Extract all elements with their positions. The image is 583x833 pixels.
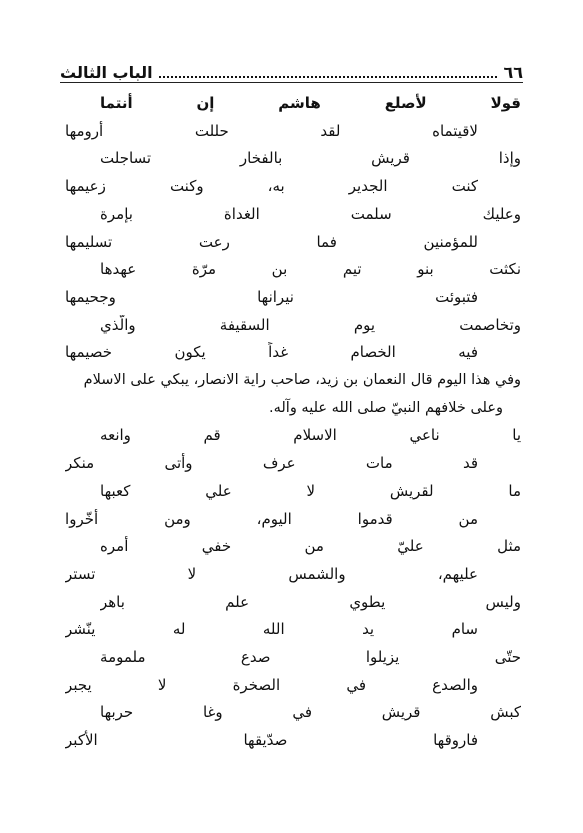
verse-word: خصيمها — [65, 343, 113, 362]
verse-word: قريش — [371, 149, 410, 168]
verse-word: كعبها — [100, 481, 131, 500]
verse-word: قم — [203, 426, 221, 445]
verse-word: فتبوئت — [435, 287, 478, 306]
verse-word: والشمس — [288, 564, 346, 583]
verse-word: حللت — [194, 121, 229, 140]
verse-word: عهدها — [100, 260, 137, 279]
page-number: ٦٦ — [503, 62, 523, 82]
verse-word: صدّيقها — [243, 731, 288, 750]
verse-word: منكر — [65, 454, 95, 473]
verse-word: وليس — [485, 592, 521, 611]
verse-word: من — [458, 509, 478, 528]
verse-line — [100, 204, 521, 224]
verse-word: بن — [271, 260, 288, 279]
verse-line — [65, 564, 478, 584]
verse-word: نكثت — [489, 260, 521, 279]
verse-word: ينّشر — [65, 620, 96, 639]
verse-line — [100, 536, 521, 556]
verse-word: كبش — [490, 703, 521, 722]
verse-word: صدع — [240, 648, 271, 666]
prose-line: وفي هذا اليوم قال النعمان بن زيد، صاحب راية الانصار، يبكي على الاسلام — [83, 372, 521, 388]
verse-word: قدموا — [357, 509, 393, 528]
verse-word: تيم — [342, 260, 362, 279]
verse-word: لا — [306, 481, 316, 500]
verse-word: وجحيمها — [65, 287, 116, 306]
verse-line — [65, 232, 478, 252]
verse-line — [65, 121, 478, 141]
verse-word: عليّ — [397, 537, 424, 556]
verse-word: مرّة — [191, 260, 217, 279]
verse-word: يجبر — [65, 675, 92, 694]
verse-line — [100, 148, 521, 168]
verse-word: تساجلت — [100, 149, 152, 168]
verse-word: نيرانها — [257, 287, 294, 306]
verse-line — [100, 481, 521, 501]
verse-word: يوم — [353, 315, 376, 334]
verse-word: حتّى — [494, 648, 521, 666]
verse-word: في — [346, 675, 367, 694]
verse-line — [100, 425, 521, 445]
verse-word: وأتى — [164, 454, 193, 473]
verse-word: ناعي — [409, 426, 440, 445]
header-rule — [60, 82, 523, 83]
verse-word: الاسلام — [293, 426, 337, 445]
verse-line — [65, 342, 478, 362]
verse-line — [100, 702, 521, 722]
verse-word: حربها — [100, 703, 134, 722]
verse-line — [65, 176, 478, 196]
verse-line — [100, 93, 521, 113]
verse-word: يزيلوا — [365, 648, 400, 666]
verse-word: فما — [316, 232, 337, 251]
verse-word: الغداة — [223, 204, 260, 223]
verse-word: لا — [187, 564, 197, 583]
verse-word: السقيفة — [219, 315, 270, 334]
verse-word: الخصام — [350, 343, 396, 362]
verse-line — [65, 675, 478, 695]
verse-line — [100, 315, 521, 335]
verse-word: عليهم، — [437, 564, 478, 583]
verse-line — [100, 592, 521, 612]
verse-word: يكون — [174, 343, 206, 362]
verse-word: لاقيتماه — [432, 121, 478, 140]
verse-word: والصدع — [432, 675, 478, 694]
verse-word: رعت — [198, 232, 230, 251]
verse-word: سام — [451, 620, 478, 639]
verse-word: بإمرة — [100, 204, 133, 223]
verse-word: تسليمها — [65, 232, 113, 251]
verse-word: لقد — [320, 121, 341, 140]
verse-line — [65, 453, 478, 473]
verse-word: أمره — [100, 537, 129, 556]
verse-word: لقريش — [389, 481, 434, 500]
verse-word: علي — [205, 481, 232, 500]
verse-word: سلمت — [350, 204, 392, 223]
verse-word: هاشم — [278, 94, 321, 112]
verse-word: أرومها — [65, 121, 104, 140]
verse-word: قولا — [490, 94, 521, 112]
verse-word: وتخاصمت — [459, 315, 521, 334]
verse-word: يا — [512, 426, 521, 445]
verse-word: كنت — [451, 177, 478, 196]
verse-word: يد — [362, 620, 375, 639]
verse-line — [100, 647, 521, 667]
verse-word: ملمومة — [100, 648, 146, 666]
verse-word: باهر — [100, 592, 125, 611]
verse-word: لأصلع — [384, 94, 427, 112]
verse-line — [65, 619, 478, 639]
verse-word: وانعه — [100, 426, 131, 445]
verse-word: الله — [262, 620, 285, 639]
verse-word: من — [304, 537, 324, 556]
verse-word: علم — [225, 592, 250, 611]
verse-line — [65, 730, 478, 750]
verse-line — [65, 287, 478, 307]
verse-word: بنو — [417, 260, 434, 279]
verse-word: وغا — [202, 703, 223, 722]
verse-word: ما — [508, 481, 521, 500]
verse-word: وكنت — [169, 177, 204, 196]
verse-word: في — [292, 703, 313, 722]
running-header — [60, 60, 523, 84]
verse-word: فاروقها — [433, 731, 478, 750]
verse-word: تستر — [65, 564, 96, 583]
verse-word: مات — [365, 454, 393, 473]
verse-word: اليوم، — [256, 509, 292, 528]
verse-word: إن — [196, 94, 215, 112]
verse-word: فيه — [458, 343, 478, 362]
verse-word: قريش — [381, 703, 421, 722]
verse-word: الأكبر — [65, 731, 98, 750]
verse-word: به، — [267, 177, 285, 196]
verse-word: الجدير — [348, 177, 388, 196]
verse-word: زعيمها — [65, 177, 106, 196]
verse-word: خفي — [201, 537, 232, 556]
chapter-title: الباب الثالث — [60, 62, 153, 82]
verse-line — [100, 259, 521, 279]
verse-word: وإذا — [498, 149, 521, 168]
verse-word: عرف — [262, 454, 296, 473]
verse-word: والّذي — [100, 315, 136, 334]
verse-line — [65, 509, 478, 529]
verse-word: له — [172, 620, 186, 639]
verse-word: أنتما — [100, 94, 133, 112]
prose-line: وعلى خلافهم النبيّ صلى الله عليه وآله. — [268, 399, 503, 416]
verse-word: وعليك — [482, 204, 521, 223]
verse-word: قد — [462, 454, 478, 473]
verse-word: للمؤمنين — [423, 232, 478, 251]
verse-word: ومن — [164, 509, 191, 528]
verse-word: بالفخار — [239, 149, 283, 168]
verse-word: أخّروا — [65, 509, 99, 528]
verse-word: يطوي — [349, 592, 386, 611]
leader-dots — [159, 66, 498, 78]
verse-word: مثل — [497, 537, 521, 556]
verse-word: غداً — [268, 343, 289, 362]
verse-word: الصخرة — [232, 675, 281, 694]
verse-word: لا — [157, 675, 167, 694]
